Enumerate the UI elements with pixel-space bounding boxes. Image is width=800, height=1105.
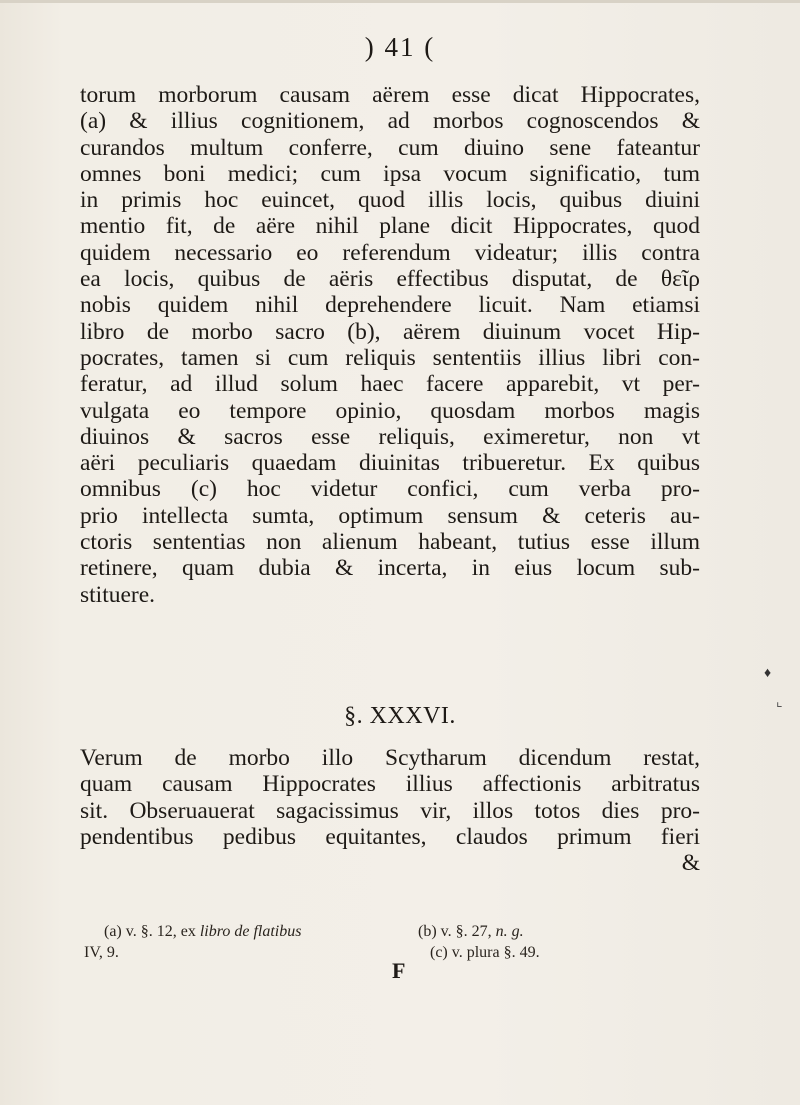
text-line: vulgata eo tempore opinio, quosdam morbos magis (80, 397, 700, 424)
text-line: omnes boni medici; cum ipsa vocum significatio, tum (80, 160, 700, 187)
text-line: Verum de morbo illo Scytharum dicendum restat, (80, 745, 700, 771)
paragraph-2 (80, 745, 700, 876)
text-line: quam causam Hippocrates illius affectionis arbitratus (80, 771, 700, 798)
section-heading: §. XXXVI. (344, 703, 456, 729)
text-line: mentio fit, de aëre nihil plane dicit Hippocrates, quod (80, 213, 700, 240)
text-line: aëri peculiaris quaedam diuinitas tribueretur. Ex quibus (80, 450, 700, 477)
text-line: pendentibus pedibus equitantes, claudos primum fieri (80, 823, 700, 850)
paragraph-1 (80, 82, 700, 608)
footnote-b-ref: n. g. (495, 923, 524, 940)
text-line: nobis quidem nihil deprehendere licuit. Nam etiamsi (80, 292, 700, 319)
footnote-c: (c) v. plura §. 49. (430, 944, 540, 961)
text-line: prio intellecta sumta, optimum sensum & ceteris au- (80, 502, 700, 529)
text-line: stituere. (80, 581, 156, 608)
text-line: curandos multum conferre, cum diuino sene fateantur (80, 134, 700, 161)
catchword: & (681, 850, 700, 877)
text-line: (a) & illius cognitionem, ad morbos cognoscendos & (80, 108, 700, 135)
footnote-a-continued: IV, 9. (84, 944, 119, 961)
page-top-edge (0, 0, 800, 3)
text-line: quidem necessario eo referendum videatur; illis contra (80, 239, 700, 266)
text-line: torum morborum causam aërem esse dicat Hippocrates, (80, 82, 700, 108)
footnote-a-text: (a) v. §. 12, ex (104, 923, 200, 940)
text-line: sit. Obseruauerat sagacissimus vir, illos totos dies pro- (80, 797, 700, 824)
text-line: in primis hoc euincet, quod illis locis, quibus diuini (80, 187, 700, 214)
signature-mark: F (392, 958, 406, 983)
footnote-a (104, 923, 301, 941)
ink-mark: ♦ (764, 666, 772, 681)
footnote-b-text: (b) v. §. 27, (418, 923, 496, 940)
page-header: ) 41 ( (364, 32, 436, 62)
text-line: retinere, quam dubia & incerta, in eius locum sub- (80, 555, 700, 582)
text-line: diuinos & sacros esse reliquis, eximeretur, non vt (80, 423, 700, 450)
text-line: ea locis, quibus de aëris effectibus disputat, de θεῖρ (80, 266, 700, 293)
text-line: libro de morbo sacro (b), aërem diuinum vocet Hip- (80, 318, 700, 345)
footnote-b (418, 923, 524, 941)
text-line: pocrates, tamen si cum reliquis sententiis illius libri con- (80, 344, 700, 371)
text-line: omnibus (c) hoc videtur confici, cum verba pro- (80, 476, 700, 503)
text-line: ctoris sententias non alienum habeant, tutius esse illum (80, 529, 700, 556)
ink-mark: ⌞ (776, 695, 783, 710)
text-line: feratur, ad illud solum haec facere apparebit, vt per- (80, 371, 700, 398)
footnote-a-title: libro de flatibus (199, 923, 302, 940)
